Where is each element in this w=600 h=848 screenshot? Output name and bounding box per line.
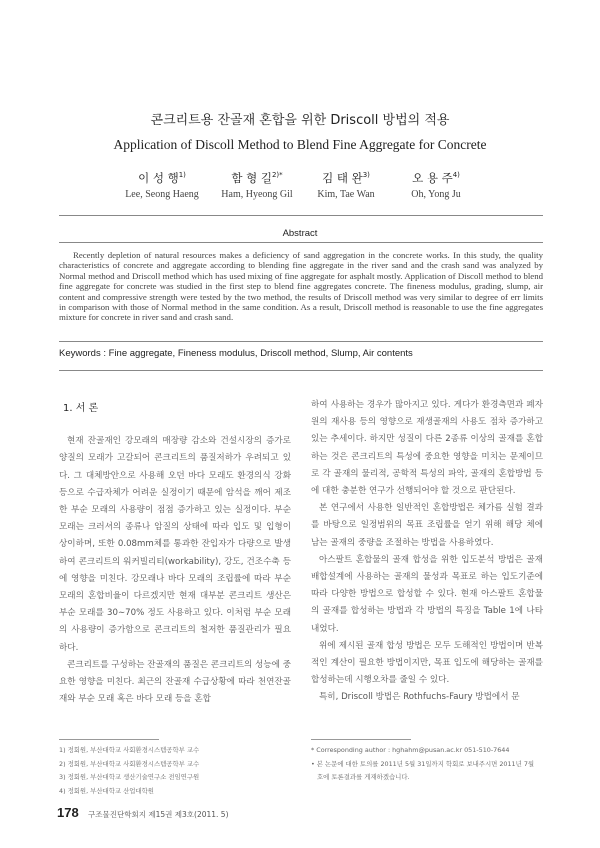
author-affiliation-mark: 4) (452, 171, 460, 180)
body-column-right (311, 397, 543, 707)
section-heading-introduction: 1. 서 론 (63, 403, 99, 414)
footnote-rule-left (59, 739, 159, 740)
abstract-heading-rule (59, 242, 543, 243)
footnote: 2) 정회원, 부산대학교 사회환경시스템공학부 교수 (59, 759, 200, 768)
page-number: 178 (57, 805, 79, 820)
author-name-en: Ham, Hyeong Gil (221, 189, 293, 200)
paragraph: 본 연구에서 사용한 일반적인 혼합방법은 체가름 실험 결과를 바탕으로 일정범위의 목표 조립률을 얻기 위해 해당 체에 남는 골재의 중량을 조절하는 방법을 사용하였다. (311, 503, 543, 548)
author-4 (366, 170, 506, 200)
author-affiliation-mark: 3) (362, 171, 370, 180)
footnote-rule-right (311, 739, 411, 740)
abstract-heading: Abstract (282, 228, 318, 239)
keywords (59, 348, 543, 359)
paragraph: 위에 제시된 골재 합성 방법은 모두 도해적인 방법이며 반복적인 계산이 필요한 방법이지만, 목표 입도에 해당하는 골재를 합성하는데 시행오차를 줄일 수 있다. (311, 640, 543, 686)
paper-title-english: Application of Discoll Method to Blend Fine Aggregate for Concrete (113, 137, 487, 152)
paragraph: 하여 사용하는 경우가 많아지고 있다. 게다가 환경측면과 폐자원의 재사용 등의 영향으로 재생골재의 사용도 점차 증가하고 있는 추세이다. 하지만 성질이 다른 2종류 이상의 골재를 혼합하는 것은 콘크리트의 특성에 중요한 영향을 미치는 문제이므로 각 골재의 물리적, 공학적 특성의 파악, 골재의 혼합방법 등에 대한 충분한 연구가 선행되어야 할 것으로 판단된다. (311, 400, 543, 497)
author-name-en: Lee, Seong Haeng (125, 189, 199, 200)
journal-citation: 구조물진단학회지 제15권 제3호(2011. 5) (88, 810, 229, 819)
paragraph: 아스팔트 혼합물의 골재 합성을 위한 입도분석 방법은 골재 배합설계에 사용하는 골재의 물성과 목표로 하는 입도기준에 따라 다양한 방법으로 합성할 수 있다. 현재 아스팔트 혼합물의 골재를 합성하는 방법과 각 방법의 특징을 Table 1에 나타내었다. (311, 554, 543, 634)
author-name-ko: 오 용 주 (412, 171, 453, 185)
footnote: * Corresponding author : hghahm@pusan.ac.kr 051-510-7644 (311, 746, 510, 754)
abstract-top-rule (59, 215, 543, 216)
author-affiliation-mark: 2)* (271, 171, 283, 180)
author-name-en: Kim, Tae Wan (317, 189, 375, 200)
footnote: 호에 토론결과를 게재하겠습니다. (317, 773, 410, 781)
author-affiliation-mark: 1) (178, 171, 186, 180)
footnote: 4) 정회원, 부산대학교 산업대학원 (59, 786, 154, 795)
footnote: 1) 정회원, 부산대학교 사회환경시스템공학부 교수 (59, 746, 200, 754)
footnotes-affiliations (59, 744, 291, 798)
author-name-ko: 함 형 길 (231, 171, 272, 185)
keywords-text: Fine aggregate, Fineness modulus, Driscoll method, Slump, Air contents (108, 348, 413, 359)
paper-title-korean: 콘크리트용 잔골재 혼합을 위한 Driscoll 방법의 적용 (150, 113, 450, 128)
author-name-ko: 김 태 완 (322, 171, 363, 185)
footnotes-correspondence (311, 744, 543, 785)
author-name-ko: 이 성 행 (138, 171, 179, 185)
abstract-body: Recently depletion of natural resources makes a deficiency of sand aggregation in the concrete works. In this study, the quality characteristics of concrete and aggregate according to blending fine aggregate in the river sand and the crash sand was analyzed by Normal method and Driscoll method which has used mixing of fine aggregate for asphalt mostly. Application of Discoll method to blend fine aggregate for concrete was studied in the first step to blend fine aggregates concrete. The fineness modulus, grading, slump, air content and compressive strength were tested by the two method, the results of Driscoll method was very similar to degree of err limits in comparison with those of Normal method in the same condition. As a result, Driscoll method is reasonable to use the fine aggregates mixture for concrete in river sand and crash sand. (59, 250, 543, 323)
footnote: • 본 논문에 대한 토의를 2011년 5월 31일까지 학회로 보내주시면 2011년 7월 (311, 759, 535, 768)
abstract-bottom-rule (59, 341, 543, 342)
paragraph: 현재 잔골재인 강모래의 매장량 감소와 건설시장의 증가로 양질의 모래가 고갈되어 콘크리트의 품질저하가 우려되고 있다. 그 대체방안으로 사용해 오던 바다 모래도 환경의식 강화 등으로 수급자체가 어려운 실정이기 때문에 암석을 깨어 제조한 부순 모래의 사용량이 점점 증가하고 있는 실정이다. 부순 모래는 크러셔의 종류나 암질의 상태에 따라 입도 및 입형이 상이하며, 또한 0.08mm체를 통과한 잔입자가 다량으로 발생하여 콘크리트의 워커빌리티(workability), 강도, 건조수축 등에 영향을 미친다. 강모래나 바다 모래의 조립률에 따라 부순 모래의 혼합비율이 다르겠지만 현재 대부분 콘크리트 생산은 부순 모래를 30∼70% 정도 사용하고 있다. 이처럼 부순 모래의 사용량이 증가함으로 콘크리트의 철저한 품질관리가 필요하다. (59, 436, 291, 653)
keywords-label: Keywords : (59, 348, 106, 359)
keywords-rule (59, 370, 543, 371)
paragraph: 특히, Driscoll 방법은 Rothfuchs-Faury 방법에서 문 (319, 692, 520, 703)
body-column-left (59, 400, 291, 708)
footnote: 3) 정회원, 부산대학교 생산기술연구소 전임연구원 (59, 773, 200, 781)
paragraph: 콘크리트를 구성하는 잔골재의 품질은 콘크리트의 성능에 중요한 영향을 미친다. 최근의 잔골재 수급상황에 따라 천연잔골재와 부순 모래 혹은 바다 모래 등을 혼합 (59, 659, 291, 705)
author-name-en: Oh, Yong Ju (411, 189, 461, 200)
